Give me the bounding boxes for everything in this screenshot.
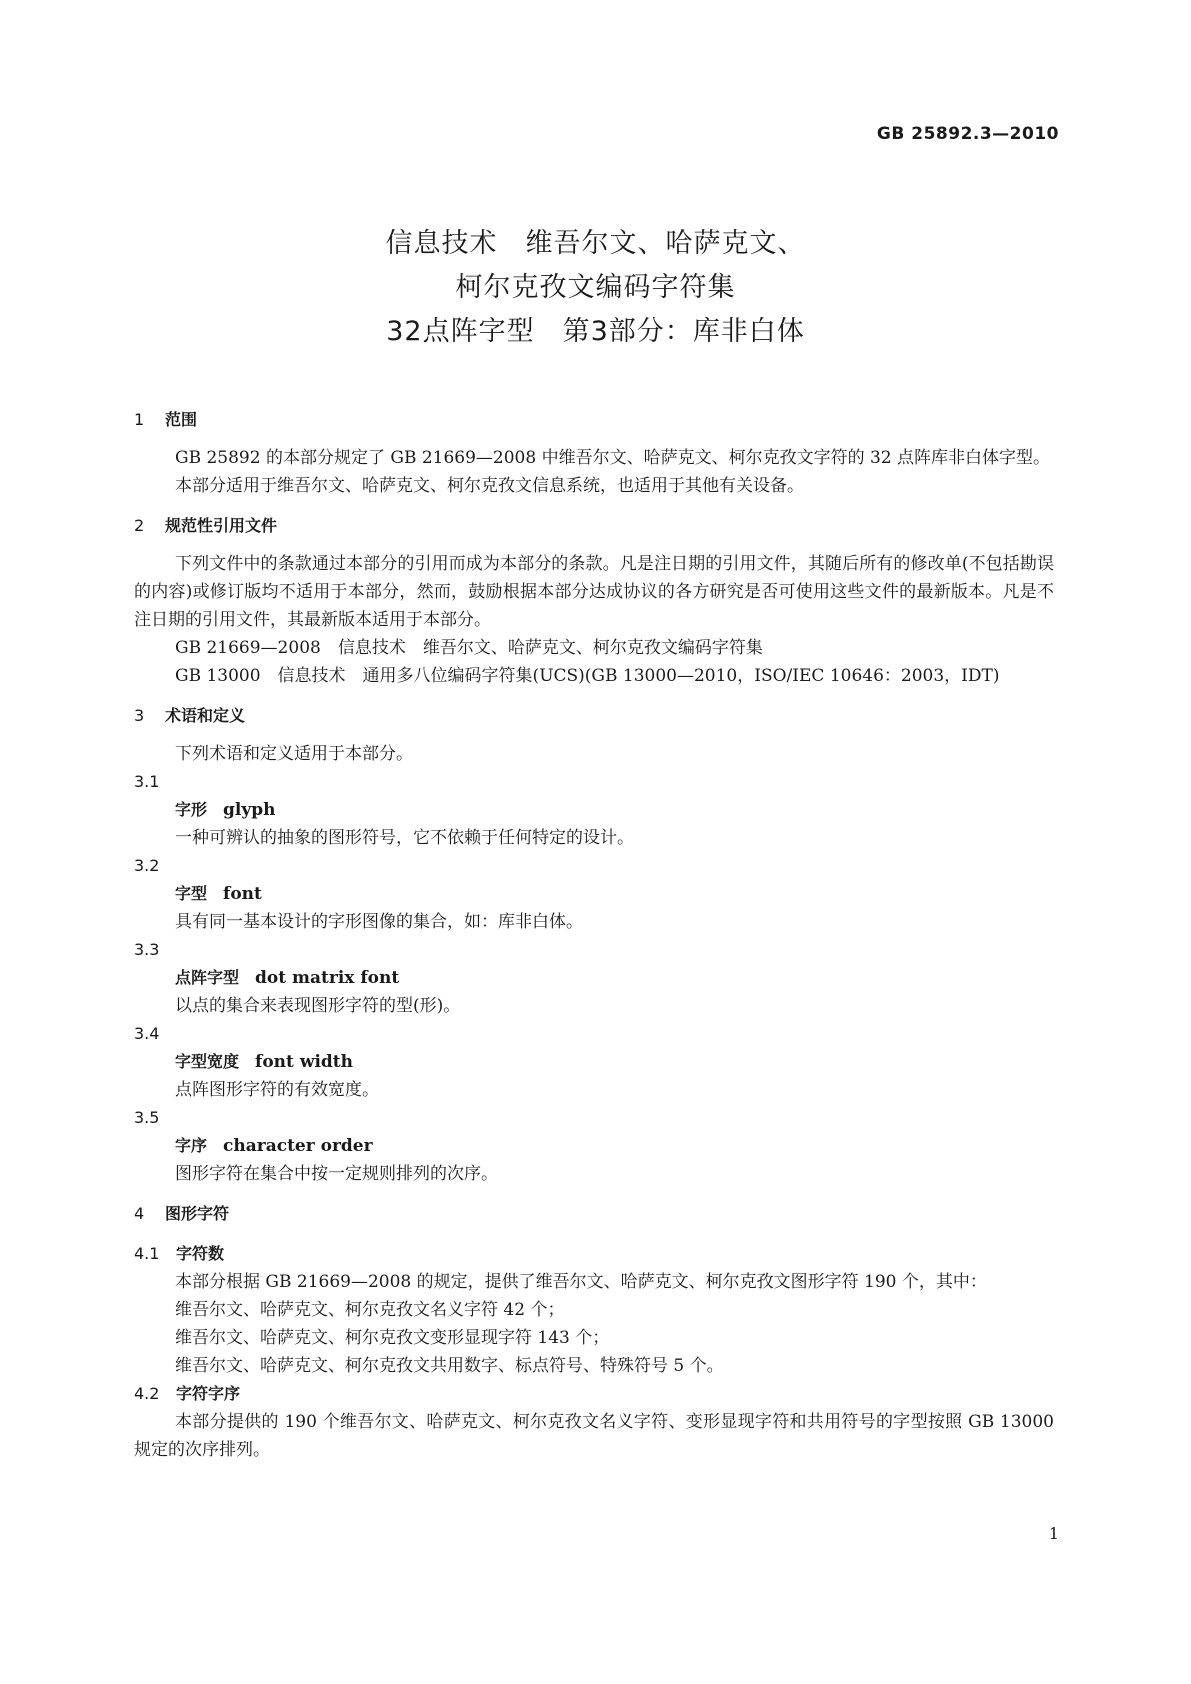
title-line-2: 柯尔克孜文编码字符集 xyxy=(455,272,736,303)
term-number: 3.5 xyxy=(134,1108,160,1127)
paragraph: 本部分提供的 190 个维吾尔文、哈萨克文、柯尔克孜文名义字符、变形显现字符和共用符号的字型按照 GB 13000 规定的次序排列。 xyxy=(134,1412,1054,1460)
term-definition: 图形字符在集合中按一定规则排列的次序。 xyxy=(175,1164,498,1184)
subsection-number: 4.2 xyxy=(134,1384,160,1403)
section-heading xyxy=(134,406,1054,434)
subsection-title: 字符字序 xyxy=(176,1384,241,1403)
term-en: dot matrix font xyxy=(255,968,400,988)
term-name xyxy=(134,880,1054,908)
term-entry xyxy=(134,936,1054,1020)
term-number: 3.1 xyxy=(134,772,160,791)
term-en: font width xyxy=(255,1052,354,1072)
term-zh: 字型宽度 xyxy=(175,1052,240,1071)
term-definition: 具有同一基本设计的字形图像的集合，如：库非白体。 xyxy=(175,912,583,932)
subsection-heading xyxy=(134,1380,1054,1408)
term-zh: 字序 xyxy=(175,1136,208,1155)
standard-code: GB 25892.3—2010 xyxy=(876,124,1059,144)
paragraph: GB 25892 的本部分规定了 GB 21669—2008 中维吾尔文、哈萨克文、柯尔克孜文字符的 32 点阵库非白体字型。 xyxy=(175,448,1051,468)
term-en: glyph xyxy=(223,800,276,820)
term-entry xyxy=(134,768,1054,852)
section-number: 1 xyxy=(134,410,145,429)
subsection-number: 4.1 xyxy=(134,1244,160,1263)
section-number: 2 xyxy=(134,516,145,535)
paragraph: 本部分适用于维吾尔文、哈萨克文、柯尔克孜文信息系统，也适用于其他有关设备。 xyxy=(175,476,804,496)
term-definition: 一种可辨认的抽象的图形符号，它不依赖于任何特定的设计。 xyxy=(175,828,634,848)
subsection-title: 字符数 xyxy=(176,1244,225,1263)
list-item: 维吾尔文、哈萨克文、柯尔克孜文共用数字、标点符号、特殊符号 5 个。 xyxy=(175,1356,724,1376)
section-number: 4 xyxy=(134,1204,145,1223)
term-name xyxy=(134,1048,1054,1076)
term-zh: 点阵字型 xyxy=(175,968,240,987)
title-line-1: 信息技术 维吾尔文、哈萨克文、 xyxy=(385,228,806,259)
paragraph: 下列文件中的条款通过本部分的引用而成为本部分的条款。凡是注日期的引用文件，其随后所有的修改单(不包括勘误的内容)或修订版均不适用于本部分，然而，鼓励根据本部分达成协议的各方研究是否可使用这些文件的最新版本。凡是不注日期的引用文件，其最新版本适用于本部分。 xyxy=(134,554,1054,630)
term-entry xyxy=(134,852,1054,936)
section-title: 术语和定义 xyxy=(165,706,246,725)
term-number: 3.2 xyxy=(134,856,160,875)
paragraph: 本部分根据 GB 21669—2008 的规定，提供了维吾尔文、哈萨克文、柯尔克孜文图形字符 190 个，其中： xyxy=(175,1272,987,1292)
document-title xyxy=(0,222,1191,354)
term-number: 3.3 xyxy=(134,940,160,959)
section-heading xyxy=(134,702,1054,730)
section-number: 3 xyxy=(134,706,145,725)
term-entry xyxy=(134,1104,1054,1188)
reference-item: GB 21669—2008 信息技术 维吾尔文、哈萨克文、柯尔克孜文编码字符集 xyxy=(175,638,763,658)
term-name xyxy=(134,964,1054,992)
section-heading xyxy=(134,512,1054,540)
list-item: 维吾尔文、哈萨克文、柯尔克孜文变形显现字符 143 个； xyxy=(175,1328,610,1348)
term-entry xyxy=(134,1020,1054,1104)
term-en: character order xyxy=(223,1136,373,1156)
section-heading xyxy=(134,1200,1054,1228)
paragraph: 下列术语和定义适用于本部分。 xyxy=(175,744,413,764)
page-number: 1 xyxy=(1048,1524,1059,1543)
term-number: 3.4 xyxy=(134,1024,160,1043)
subsection-heading xyxy=(134,1240,1054,1268)
term-name xyxy=(134,1132,1054,1160)
term-definition: 点阵图形字符的有效宽度。 xyxy=(175,1080,379,1100)
term-zh: 字型 xyxy=(175,884,208,903)
term-definition: 以点的集合来表现图形字符的型(形)。 xyxy=(175,996,461,1016)
section-title: 图形字符 xyxy=(165,1204,230,1223)
term-name xyxy=(134,796,1054,824)
section-title: 范围 xyxy=(165,410,198,429)
list-item: 维吾尔文、哈萨克文、柯尔克孜文名义字符 42 个； xyxy=(175,1300,565,1320)
document-body xyxy=(134,406,1054,1464)
term-en: font xyxy=(223,884,262,904)
section-title: 规范性引用文件 xyxy=(165,516,278,535)
title-line-3: 32点阵字型 第3部分：库非白体 xyxy=(386,316,805,347)
reference-item: GB 13000 信息技术 通用多八位编码字符集(UCS)(GB 13000—2010，ISO/IEC 10646：2003，IDT) xyxy=(175,666,1000,686)
term-zh: 字形 xyxy=(175,800,208,819)
